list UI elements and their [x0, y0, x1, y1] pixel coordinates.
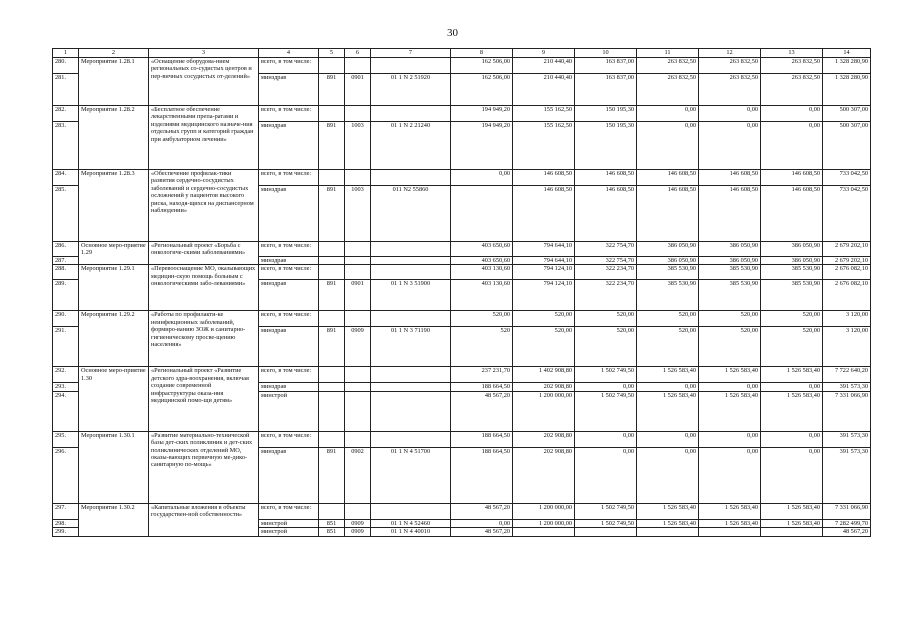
executor-cell: минздрав [259, 122, 319, 170]
amount-cell-14: 7 331 066,90 [823, 503, 871, 519]
amount-cell-8: 48 567,20 [451, 503, 513, 519]
amount-cell-9: 794 124,10 [513, 265, 575, 280]
amount-cell-9: 520,00 [513, 327, 575, 367]
section-code-cell: 0901 [345, 74, 371, 106]
measure-description-cell: «Развитие материально-технической базы дет-ских поликлиник и дет-ских поликлинических отделений МО, оказы-вающих первичную ме-дико-санитарную по-мощь» [149, 431, 259, 503]
amount-cell-13: 386 050,90 [761, 257, 823, 265]
grbs-code-cell [319, 106, 345, 122]
amount-cell-12: 1 526 583,40 [699, 503, 761, 519]
section-code-cell [345, 431, 371, 447]
row-number-cell: 299. [53, 528, 79, 536]
header-cell-1: 1 [53, 49, 79, 58]
header-cell-3: 3 [149, 49, 259, 58]
table-row [53, 311, 871, 327]
executor-cell: всего, в том числе: [259, 503, 319, 519]
executor-cell: всего, в том числе: [259, 311, 319, 327]
amount-cell-13: 385 530,90 [761, 265, 823, 280]
amount-cell-9: 202 908,80 [513, 447, 575, 503]
measure-name-cell: Основное меро-приятие 1.30 [79, 367, 149, 431]
target-article-cell [371, 242, 451, 257]
measure-description-cell: «Оснащение оборудова-нием региональных со-судистых центров и пер-вичных сосудистых от-делений» [149, 58, 259, 106]
amount-cell-13: 0,00 [761, 122, 823, 170]
executor-cell: минздрав [259, 186, 319, 242]
amount-cell-12: 0,00 [699, 447, 761, 503]
target-article-cell: 01 1 N 3 51900 [371, 280, 451, 311]
amount-cell-9: 1 402 908,80 [513, 367, 575, 383]
amount-cell-13: 263 832,50 [761, 74, 823, 106]
target-article-cell: 011 N2 55860 [371, 186, 451, 242]
amount-cell-10: 163 837,00 [575, 58, 637, 74]
amount-cell-10: 150 195,30 [575, 122, 637, 170]
header-cell-2: 2 [79, 49, 149, 58]
amount-cell-14: 3 120,00 [823, 311, 871, 327]
row-number-cell: 286. [53, 242, 79, 257]
amount-cell-12: 1 526 583,40 [699, 367, 761, 383]
amount-cell-13: 263 832,50 [761, 58, 823, 74]
row-number-cell: 293. [53, 383, 79, 391]
executor-cell: всего, в том числе: [259, 170, 319, 186]
amount-cell-13: 0,00 [761, 447, 823, 503]
amount-cell-11: 386 050,90 [637, 242, 699, 257]
executor-cell: минстрой [259, 391, 319, 431]
target-article-cell [371, 106, 451, 122]
amount-cell-12: 386 050,90 [699, 242, 761, 257]
amount-cell-13: 146 608,50 [761, 186, 823, 242]
amount-cell-10: 322 754,70 [575, 257, 637, 265]
row-number-cell: 291. [53, 327, 79, 367]
amount-cell-13: 386 050,90 [761, 242, 823, 257]
amount-cell-8: 188 664,50 [451, 383, 513, 391]
target-article-cell: 01 1 N 2 21240 [371, 122, 451, 170]
amount-cell-12: 1 526 583,40 [699, 391, 761, 431]
amount-cell-8: 237 231,70 [451, 367, 513, 383]
amount-cell-8: 403 650,60 [451, 242, 513, 257]
amount-cell-12 [699, 528, 761, 536]
target-article-cell: 01 1 N 3 71190 [371, 327, 451, 367]
amount-cell-9: 155 162,50 [513, 106, 575, 122]
amount-cell-13: 0,00 [761, 106, 823, 122]
amount-cell-8: 520,00 [451, 311, 513, 327]
amount-cell-9: 202 908,80 [513, 383, 575, 391]
target-article-cell: 01 1 N 4 52460 [371, 519, 451, 527]
measure-name-cell: Мероприятие 1.28.2 [79, 106, 149, 170]
amount-cell-10: 163 837,00 [575, 74, 637, 106]
measure-name-cell: Мероприятие 1.29.2 [79, 311, 149, 367]
amount-cell-8: 194 949,20 [451, 106, 513, 122]
amount-cell-12: 520,00 [699, 311, 761, 327]
header-cell-7: 7 [371, 49, 451, 58]
amount-cell-12: 0,00 [699, 122, 761, 170]
amount-cell-13: 0,00 [761, 383, 823, 391]
amount-cell-14: 391 573,30 [823, 447, 871, 503]
amount-cell-11: 386 050,90 [637, 257, 699, 265]
section-code-cell [345, 383, 371, 391]
executor-cell: всего, в том числе: [259, 431, 319, 447]
measure-name-cell: Мероприятие 1.28.3 [79, 170, 149, 242]
target-article-cell: 01 1 N 4 51700 [371, 447, 451, 503]
target-article-cell: 01 1 N 2 51920 [371, 74, 451, 106]
amount-cell-9 [513, 528, 575, 536]
amount-cell-8: 188 664,50 [451, 431, 513, 447]
amount-cell-10: 1 502 749,50 [575, 391, 637, 431]
grbs-code-cell [319, 383, 345, 391]
amount-cell-8: 194 949,20 [451, 122, 513, 170]
section-code-cell [345, 367, 371, 383]
amount-cell-11: 0,00 [637, 122, 699, 170]
grbs-code-cell [319, 257, 345, 265]
measure-name-cell: Мероприятие 1.28.1 [79, 58, 149, 106]
amount-cell-8: 162 506,00 [451, 58, 513, 74]
executor-cell: всего, в том числе: [259, 58, 319, 74]
amount-cell-13: 385 530,90 [761, 280, 823, 311]
header-cell-5: 5 [319, 49, 345, 58]
amount-cell-12: 146 608,50 [699, 170, 761, 186]
page-number: 30 [447, 27, 458, 39]
measure-description-cell: «Капитальные вложения в объекты государствен-ной собственности» [149, 503, 259, 536]
table-row [53, 242, 871, 257]
amount-cell-9: 210 440,40 [513, 74, 575, 106]
executor-cell: минздрав [259, 257, 319, 265]
amount-cell-11: 520,00 [637, 327, 699, 367]
amount-cell-9: 146 608,50 [513, 186, 575, 242]
amount-cell-12: 0,00 [699, 383, 761, 391]
amount-cell-9: 1 200 000,00 [513, 519, 575, 527]
amount-cell-10 [575, 528, 637, 536]
grbs-code-cell [319, 311, 345, 327]
amount-cell-9: 1 200 000,00 [513, 503, 575, 519]
amount-cell-8: 520 [451, 327, 513, 367]
grbs-code-cell: 891 [319, 122, 345, 170]
amount-cell-12: 385 530,90 [699, 265, 761, 280]
row-number-cell: 282. [53, 106, 79, 122]
amount-cell-11: 1 526 583,40 [637, 367, 699, 383]
amount-cell-9: 794 644,10 [513, 242, 575, 257]
row-number-cell: 287. [53, 257, 79, 265]
target-article-cell [371, 311, 451, 327]
amount-cell-14: 1 328 280,90 [823, 58, 871, 74]
amount-cell-13: 146 608,50 [761, 170, 823, 186]
section-code-cell [345, 265, 371, 280]
amount-cell-11: 385 530,90 [637, 280, 699, 311]
amount-cell-14: 733 042,50 [823, 170, 871, 186]
target-article-cell [371, 391, 451, 431]
amount-cell-8: 0,00 [451, 519, 513, 527]
amount-cell-10: 1 502 749,50 [575, 519, 637, 527]
target-article-cell [371, 383, 451, 391]
grbs-code-cell [319, 242, 345, 257]
amount-cell-11: 146 608,50 [637, 170, 699, 186]
amount-cell-14: 1 328 280,90 [823, 74, 871, 106]
amount-cell-9: 210 440,40 [513, 58, 575, 74]
amount-cell-12: 0,00 [699, 106, 761, 122]
amount-cell-14: 7 722 640,20 [823, 367, 871, 383]
target-article-cell [371, 265, 451, 280]
row-number-cell: 284. [53, 170, 79, 186]
amount-cell-11: 0,00 [637, 383, 699, 391]
executor-cell: минздрав [259, 383, 319, 391]
amount-cell-8: 403 130,60 [451, 265, 513, 280]
section-code-cell [345, 170, 371, 186]
section-code-cell [345, 257, 371, 265]
amount-cell-10: 0,00 [575, 431, 637, 447]
section-code-cell: 1003 [345, 122, 371, 170]
row-number-cell: 294. [53, 391, 79, 431]
amount-cell-12: 263 832,50 [699, 74, 761, 106]
executor-cell: всего, в том числе: [259, 265, 319, 280]
amount-cell-10: 0,00 [575, 447, 637, 503]
amount-cell-10: 146 608,50 [575, 170, 637, 186]
table-row [53, 170, 871, 186]
amount-cell-9: 1 200 000,00 [513, 391, 575, 431]
amount-cell-8: 48 567,20 [451, 391, 513, 431]
amount-cell-8: 0,00 [451, 170, 513, 186]
row-number-cell: 290. [53, 311, 79, 327]
measure-description-cell: «Региональный проект «Развитие детского здра-воохранения, включая создание современной инфраструктуры оказа-ния медицинской помо-щи детям» [149, 367, 259, 431]
header-cell-11: 11 [637, 49, 699, 58]
amount-cell-11: 520,00 [637, 311, 699, 327]
amount-cell-11: 385 530,90 [637, 265, 699, 280]
amount-cell-14: 48 567,20 [823, 528, 871, 536]
grbs-code-cell: 891 [319, 447, 345, 503]
executor-cell: минздрав [259, 327, 319, 367]
amount-cell-14: 500 307,00 [823, 106, 871, 122]
amount-cell-11: 0,00 [637, 447, 699, 503]
amount-cell-10: 520,00 [575, 327, 637, 367]
target-article-cell [371, 58, 451, 74]
executor-cell: минздрав [259, 74, 319, 106]
grbs-code-cell: 851 [319, 528, 345, 536]
measure-description-cell: «Бесплатное обеспечение лекарственными препа-ратами и изделиями медицинского назначе-ния отдельных групп и категорий граждан при амбулаторном лечении» [149, 106, 259, 170]
measure-description-cell: «Перевооснащение МО, оказывающих медицин-скую помощь больным с онкологическими забо-леваниями» [149, 265, 259, 311]
row-number-cell: 288. [53, 265, 79, 280]
amount-cell-9: 202 908,80 [513, 431, 575, 447]
amount-cell-10: 520,00 [575, 311, 637, 327]
amount-cell-11 [637, 528, 699, 536]
amount-cell-11: 263 832,50 [637, 58, 699, 74]
table-row [53, 503, 871, 519]
section-code-cell: 0902 [345, 447, 371, 503]
amount-cell-11: 0,00 [637, 106, 699, 122]
row-number-cell: 296. [53, 447, 79, 503]
executor-cell: минздрав [259, 280, 319, 311]
header-cell-10: 10 [575, 49, 637, 58]
amount-cell-14: 391 573,30 [823, 383, 871, 391]
row-number-cell: 295. [53, 431, 79, 447]
amount-cell-11: 1 526 583,40 [637, 503, 699, 519]
amount-cell-12: 386 050,90 [699, 257, 761, 265]
grbs-code-cell: 891 [319, 327, 345, 367]
executor-cell: всего, в том числе: [259, 367, 319, 383]
measure-description-cell: «Обеспечение профилак-тики развития сердечно-сосудистых заболеваний и сердечно-сосудистых осложнений у пациентов высокого риска, находя-щихся на диспансерном наблюдении» [149, 170, 259, 242]
grbs-code-cell: 891 [319, 186, 345, 242]
amount-cell-14: 7 282 499,70 [823, 519, 871, 527]
measure-name-cell: Основное меро-приятие 1.29 [79, 242, 149, 265]
amount-cell-14: 733 042,50 [823, 186, 871, 242]
measure-name-cell: Мероприятие 1.29.1 [79, 265, 149, 311]
section-code-cell [345, 391, 371, 431]
amount-cell-10: 150 195,30 [575, 106, 637, 122]
header-cell-13: 13 [761, 49, 823, 58]
measure-description-cell: «Региональный проект «Борьба с онкологиче-скими заболеваниями» [149, 242, 259, 265]
amount-cell-13: 0,00 [761, 431, 823, 447]
header-row [53, 49, 871, 58]
amount-cell-13: 520,00 [761, 311, 823, 327]
header-cell-14: 14 [823, 49, 871, 58]
executor-cell: минстрой [259, 519, 319, 527]
header-cell-9: 9 [513, 49, 575, 58]
target-article-cell [371, 431, 451, 447]
amount-cell-10: 322 754,70 [575, 242, 637, 257]
amount-cell-13: 1 526 583,40 [761, 367, 823, 383]
amount-cell-9: 794 644,10 [513, 257, 575, 265]
table-row [53, 265, 871, 280]
amount-cell-14: 3 120,00 [823, 327, 871, 367]
amount-cell-14: 2 676 082,10 [823, 265, 871, 280]
measure-description-cell: «Работы по профилакти-ке неинфекционных заболеваний, формиро-ванию ЗОЖ и санитарно-гигиеническому просве-щению населения» [149, 311, 259, 367]
amount-cell-12: 520,00 [699, 327, 761, 367]
grbs-code-cell: 851 [319, 519, 345, 527]
grbs-code-cell [319, 503, 345, 519]
amount-cell-8: 162 506,00 [451, 74, 513, 106]
amount-cell-12: 385 530,90 [699, 280, 761, 311]
row-number-cell: 285. [53, 186, 79, 242]
amount-cell-9: 794 124,10 [513, 280, 575, 311]
amount-cell-8: 403 130,60 [451, 280, 513, 311]
row-number-cell: 281. [53, 74, 79, 106]
section-code-cell: 0901 [345, 280, 371, 311]
section-code-cell [345, 503, 371, 519]
amount-cell-9: 520,00 [513, 311, 575, 327]
row-number-cell: 292. [53, 367, 79, 383]
grbs-code-cell: 891 [319, 74, 345, 106]
amount-cell-11: 1 526 583,40 [637, 391, 699, 431]
amount-cell-12: 1 526 583,40 [699, 519, 761, 527]
amount-cell-12: 263 832,50 [699, 58, 761, 74]
target-article-cell [371, 170, 451, 186]
row-number-cell: 283. [53, 122, 79, 170]
section-code-cell [345, 311, 371, 327]
table-body [53, 49, 871, 537]
section-code-cell: 0909 [345, 327, 371, 367]
amount-cell-11: 263 832,50 [637, 74, 699, 106]
amount-cell-14: 391 573,30 [823, 431, 871, 447]
executor-cell: всего, в том числе: [259, 106, 319, 122]
grbs-code-cell [319, 431, 345, 447]
amount-cell-9: 155 162,50 [513, 122, 575, 170]
section-code-cell: 0909 [345, 519, 371, 527]
section-code-cell: 1003 [345, 186, 371, 242]
section-code-cell [345, 242, 371, 257]
table-row [53, 58, 871, 74]
grbs-code-cell [319, 58, 345, 74]
amount-cell-12: 0,00 [699, 431, 761, 447]
target-article-cell [371, 367, 451, 383]
amount-cell-8 [451, 186, 513, 242]
budget-table [52, 48, 871, 537]
target-article-cell [371, 257, 451, 265]
amount-cell-10: 146 608,50 [575, 186, 637, 242]
amount-cell-9: 146 608,50 [513, 170, 575, 186]
amount-cell-10: 322 234,70 [575, 280, 637, 311]
target-article-cell: 01 1 N 4 40010 [371, 528, 451, 536]
section-code-cell [345, 58, 371, 74]
amount-cell-14: 2 676 082,10 [823, 280, 871, 311]
table-row [53, 367, 871, 383]
measure-name-cell: Мероприятие 1.30.2 [79, 503, 149, 536]
grbs-code-cell [319, 367, 345, 383]
amount-cell-13: 1 526 583,40 [761, 519, 823, 527]
amount-cell-11: 0,00 [637, 431, 699, 447]
amount-cell-13: 1 526 583,40 [761, 503, 823, 519]
table-row [53, 431, 871, 447]
amount-cell-14: 7 331 066,90 [823, 391, 871, 431]
amount-cell-13: 1 526 583,40 [761, 391, 823, 431]
measure-name-cell: Мероприятие 1.30.1 [79, 431, 149, 503]
row-number-cell: 280. [53, 58, 79, 74]
executor-cell: всего, в том числе: [259, 242, 319, 257]
amount-cell-10: 1 502 749,50 [575, 367, 637, 383]
amount-cell-12: 146 608,50 [699, 186, 761, 242]
amount-cell-13: 520,00 [761, 327, 823, 367]
amount-cell-11: 146 608,50 [637, 186, 699, 242]
executor-cell: минздрав [259, 447, 319, 503]
amount-cell-13 [761, 528, 823, 536]
row-number-cell: 297. [53, 503, 79, 519]
row-number-cell: 289. [53, 280, 79, 311]
header-cell-12: 12 [699, 49, 761, 58]
amount-cell-10: 0,00 [575, 383, 637, 391]
amount-cell-8: 188 664,50 [451, 447, 513, 503]
grbs-code-cell [319, 265, 345, 280]
grbs-code-cell [319, 170, 345, 186]
header-cell-6: 6 [345, 49, 371, 58]
section-code-cell: 0909 [345, 528, 371, 536]
amount-cell-11: 1 526 583,40 [637, 519, 699, 527]
amount-cell-8: 48 567,20 [451, 528, 513, 536]
section-code-cell [345, 106, 371, 122]
executor-cell: минстрой [259, 528, 319, 536]
target-article-cell [371, 503, 451, 519]
amount-cell-10: 322 234,70 [575, 265, 637, 280]
header-cell-4: 4 [259, 49, 319, 58]
table-row [53, 106, 871, 122]
row-number-cell: 298. [53, 519, 79, 527]
header-cell-8: 8 [451, 49, 513, 58]
amount-cell-8: 403 650,60 [451, 257, 513, 265]
amount-cell-14: 500 307,00 [823, 122, 871, 170]
amount-cell-14: 2 679 202,10 [823, 257, 871, 265]
grbs-code-cell: 891 [319, 280, 345, 311]
amount-cell-10: 1 502 749,50 [575, 503, 637, 519]
grbs-code-cell [319, 391, 345, 431]
amount-cell-14: 2 679 202,10 [823, 242, 871, 257]
